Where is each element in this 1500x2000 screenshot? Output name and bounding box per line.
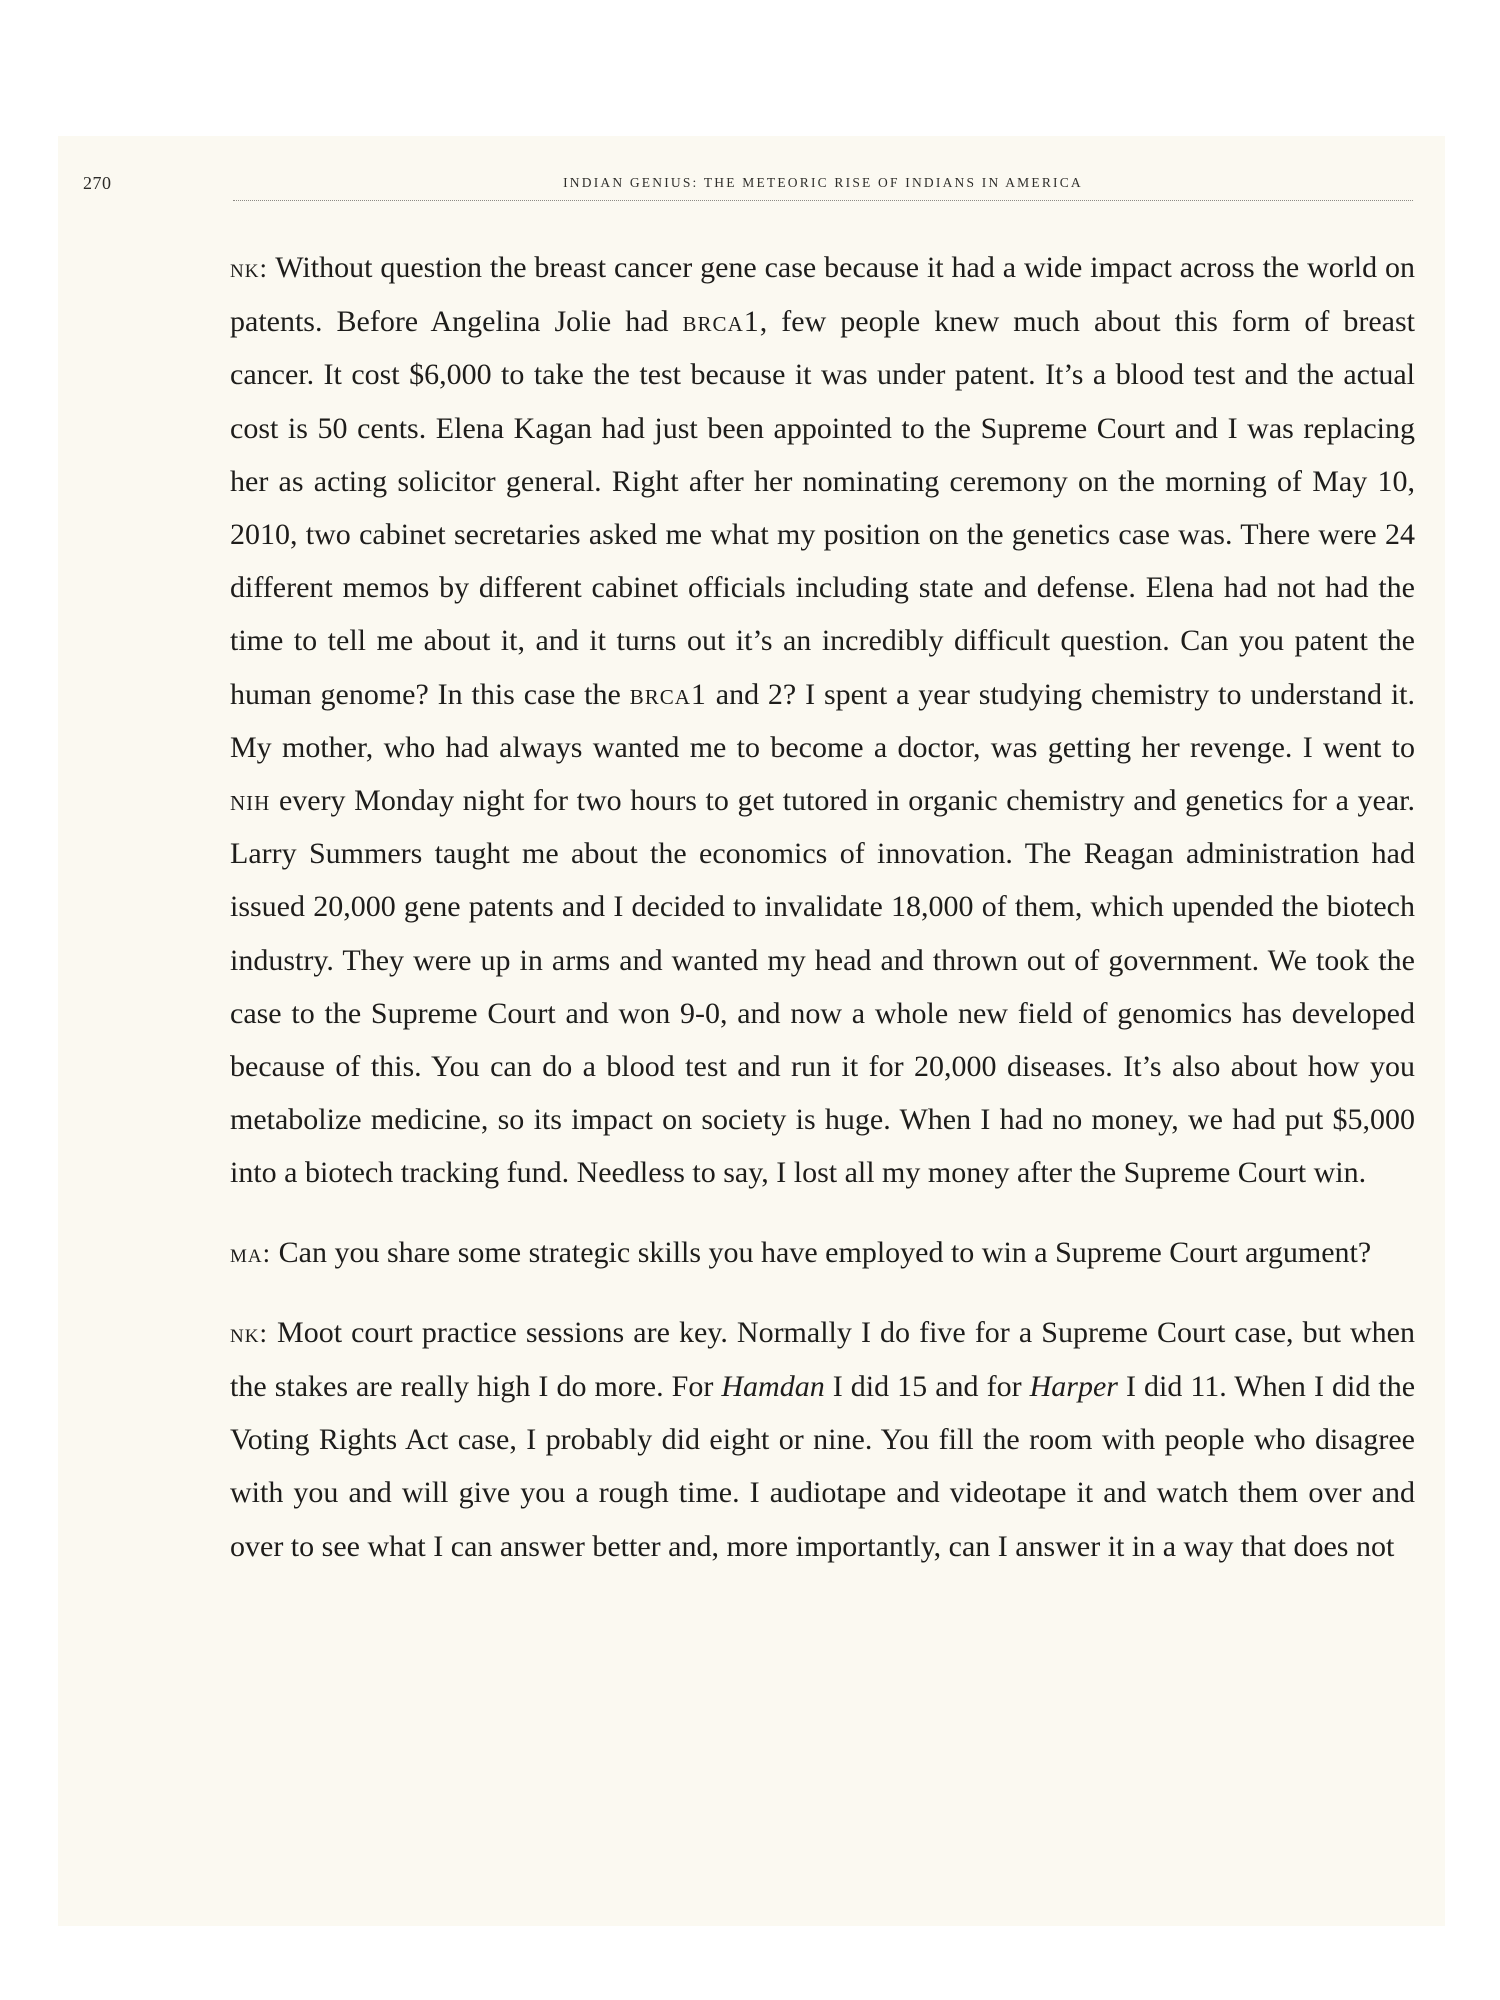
acronym: brca1 bbox=[682, 305, 760, 339]
text-run: I did 15 and for bbox=[824, 1370, 1030, 1404]
speaker-label: nk: bbox=[230, 253, 268, 283]
paragraph-nk-answer-1 bbox=[230, 241, 1415, 1200]
header-rule bbox=[233, 200, 1413, 201]
case-name-italic: Hamdan bbox=[721, 1370, 825, 1404]
text-run: Without question the breast cancer gene case because it had a wide impact across the world on patents. Before Angelina Jolie had bbox=[230, 251, 1415, 339]
paragraph-ma-question bbox=[230, 1226, 1415, 1280]
acronym: brca1 bbox=[629, 677, 707, 711]
body-text bbox=[230, 241, 1415, 1573]
acronym: nih bbox=[230, 784, 271, 818]
case-name-italic: Harper bbox=[1029, 1370, 1118, 1404]
text-run: I did 11. When I did the Voting Rights Act case, I probably did eight or nine. You fill the room with people who disagree with you and will give you a rough time. I audiotape and videotape it and watch them over and over to see what I can answer better and, more importantly, can I answer it in a way that does not bbox=[230, 1370, 1416, 1563]
running-head: INDIAN GENIUS: THE METEORIC RISE OF INDIANS IN AMERICA bbox=[563, 175, 1083, 190]
text-run: , few people knew much about this form of breast cancer. It cost $6,000 to take the test because it was under patent. It’s a blood test and the actual cost is 50 cents. Elena Kagan had just been appointed to the Supreme Court and I was replacing her as acting solicitor general. Right after her nominating ceremony on the morning of May 10, 2010, two cabinet secretaries asked me what my position on the genetics case was. There were 24 different memos by different cabinet officials including state and defense. Elena had not had the time to tell me about it, and it turns out it’s an incredibly difficult question. Can you patent the human genome? In this case the bbox=[230, 305, 1416, 711]
paragraph-nk-answer-2 bbox=[230, 1306, 1415, 1573]
speaker-label: ma: bbox=[230, 1237, 272, 1268]
text-run: Moot court practice sessions are key. Normally I do five for a Supreme Court case, but when the stakes are really high I do more. For bbox=[230, 1315, 1415, 1404]
speaker-label: nk: bbox=[230, 1317, 268, 1348]
page-number: 270 bbox=[83, 173, 112, 193]
book-page bbox=[58, 136, 1445, 1926]
text-run: Can you share some strategic skills you have employed to win a Supreme Court argument? bbox=[271, 1235, 1372, 1269]
text-run: and 2? I spent a year studying chemistry to understand it. My mother, who had always wanted me to become a doctor, was getting her revenge. I went to bbox=[230, 677, 1415, 764]
text-run: every Monday night for two hours to get tutored in organic chemistry and genetics for a year. Larry Summers taught me about the economics of innovation. The Reagan administration had issued 20,000 gene patents and I decided to invalidate 18,000 of them, which upended the biotech industry. They were up in arms and wanted my head and thrown out of government. We took the case to the Supreme Court and won 9-0, and now a whole new field of genomics has developed because of this. You can do a blood test and run it for 20,000 diseases. It’s also about how you metabolize medicine, so its impact on society is huge. When I had no money, we had put $5,000 into a biotech tracking fund. Needless to say, I lost all my money after the Supreme Court win. bbox=[230, 784, 1415, 1190]
